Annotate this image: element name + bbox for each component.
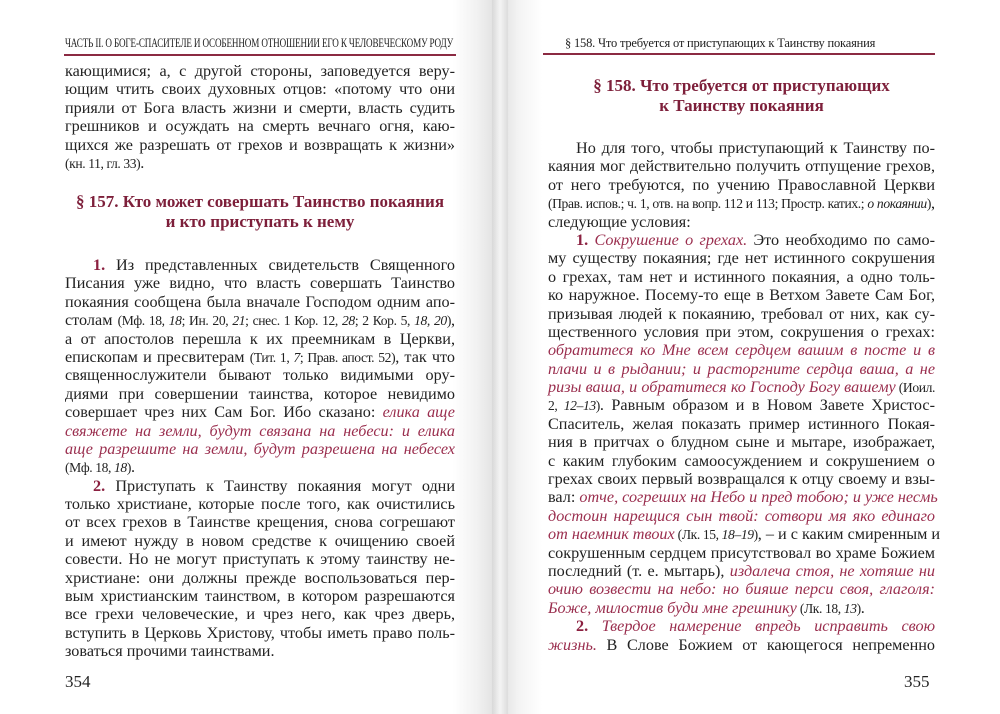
reference-citation: (Лк. 18, <box>796 600 844 616</box>
text-line <box>548 249 935 267</box>
text-line <box>548 213 935 231</box>
section-heading <box>548 76 935 116</box>
text-run: покаяния сообщена была вначале Господом одним апо- <box>65 292 455 311</box>
page-number: 354 <box>65 672 91 691</box>
scripture-quote: от наемник твоих <box>548 525 675 544</box>
item-number: 1. <box>93 256 117 274</box>
text-run: ко наружное. Посему-то еще в Ветхом Завете Сам Бог, <box>548 286 935 305</box>
text-run: вступить в Церковь Христову, чтобы иметь право поль- <box>65 623 455 642</box>
scripture-quote: Твердое намерение впредь исправить свою <box>601 617 936 636</box>
text-run: Спаситель, желая показать пример истинного Покая- <box>548 414 935 433</box>
text-run: . <box>140 153 145 172</box>
text-line <box>548 268 935 286</box>
reference-citation: ) <box>856 600 861 616</box>
reference-citation: ) <box>753 527 758 543</box>
item-number: 2. <box>576 617 602 636</box>
text-run: от всех грехов в Таинстве крещения, снова согрешают <box>65 513 455 532</box>
text-line <box>548 139 935 157</box>
text-line <box>65 569 455 587</box>
text-run: , – и с каким смиренным и <box>757 525 941 544</box>
scripture-quote: Сокрушение о грехах. <box>594 230 748 249</box>
text-run: Но для того, чтобы приступающий к Таинству по- <box>576 139 935 157</box>
text-line <box>548 341 935 359</box>
text-line <box>65 311 455 329</box>
scripture-quote: издалеча стоя, не хотяше ни <box>729 561 935 580</box>
text-line <box>548 286 935 304</box>
text-line <box>548 415 935 433</box>
text-block <box>548 139 941 654</box>
text-run: диями при совершении таинства, которое невидимо <box>65 384 455 403</box>
section-heading-line: § 158. Что требуется от приступающих <box>593 76 890 95</box>
text-run: щественного условия при этом, сокрушения о грехах: <box>548 322 935 341</box>
text-run: только христиане, которые после того, как очистились <box>65 495 455 514</box>
reference-citation: ) <box>595 398 600 414</box>
text-line <box>548 617 935 635</box>
text-line <box>548 507 935 525</box>
scripture-quote: очию возвести на небо: но бияше перси своя, глаголя: <box>548 580 935 599</box>
text-line <box>548 194 935 212</box>
reference-citation: 2, <box>548 398 564 414</box>
text-run: , <box>930 194 935 213</box>
text-run: , так что <box>395 347 456 366</box>
text-line <box>65 605 455 623</box>
text-line <box>548 176 935 194</box>
text-run: последний (т. е. мытарь), <box>548 561 730 580</box>
text-line <box>548 562 935 580</box>
text-line <box>548 433 935 451</box>
text-line <box>65 62 455 80</box>
reference-citation-italic: 18 <box>114 460 127 476</box>
text-run: следующие условия: <box>548 212 691 231</box>
text-line <box>65 274 455 292</box>
text-line <box>65 642 455 660</box>
text-line <box>65 403 455 421</box>
text-line <box>65 513 455 531</box>
section-heading-line: § 157. Кто может совершать Таинство покаяния <box>75 192 445 211</box>
reference-citation-italic: 18, 20 <box>414 313 447 329</box>
running-head: § 158. Что требуется от приступающих к Таинству покаяния <box>565 36 876 50</box>
text-run: прияли от Бога власть жизни и смерти, власть судить <box>65 98 455 117</box>
text-line <box>548 157 935 175</box>
running-head: ЧАСТЬ II. О БОГЕ-СПАСИТЕЛЕ И ОСОБЕННОМ ОТНОШЕНИИ ЕГО К ЧЕЛОВЕЧЕСКОМУ РОДУ <box>65 36 454 50</box>
text-run: . Равным образом и в Новом Завете Христос- <box>599 396 935 415</box>
reference-citation-italic: 21 <box>232 313 246 329</box>
reference-citation: ; снес. 1 Кор. 12, <box>245 313 343 329</box>
text-run: столам <box>65 311 118 330</box>
text-run: кающимися; а, с другой стороны, заповедуется веру- <box>65 62 455 80</box>
scripture-quote: достоин нарещися сын твой: сотвори мя яко единаго <box>548 506 935 525</box>
text-line <box>548 452 935 470</box>
text-line <box>548 231 935 249</box>
reference-citation: ; 2 Кор. 5, <box>354 313 415 329</box>
text-line <box>65 458 455 476</box>
paragraph <box>548 230 941 617</box>
text-line <box>65 477 455 495</box>
reference-citation: ) <box>926 196 931 212</box>
text-block <box>65 62 455 172</box>
reference-citation-italic: о покаянии <box>867 196 927 212</box>
paragraph <box>65 256 455 477</box>
text-line <box>65 385 455 403</box>
reference-citation: ) <box>446 313 451 329</box>
reference-citation: (Лк. 15, <box>674 527 722 543</box>
text-line <box>65 624 455 642</box>
text-line <box>65 256 455 274</box>
paragraph <box>548 139 935 231</box>
text-line <box>65 532 455 550</box>
reference-citation-italic: 28 <box>342 313 355 329</box>
text-run: а от апостолов перешла к их преемникам в Церкви, <box>65 329 455 348</box>
scripture-quote: плачи и в рыдании; и расторгните сердца ваша, а не <box>548 359 935 378</box>
text-run: сокрушенным сердцем присутствовал во храме Божием <box>548 543 935 562</box>
section-heading-line: к Таинству покаяния <box>659 96 824 115</box>
section-heading-line: и кто приступать к нему <box>165 212 355 231</box>
right-page <box>508 0 1000 714</box>
text-run: грехах своих первый возвращался к отцу своему и взы- <box>548 470 935 489</box>
text-run: ния в притчах о блудном сыне и мытаре, изображает, <box>548 433 935 452</box>
paragraph <box>65 62 455 172</box>
text-run: зоваться прочими таинствами. <box>65 642 275 661</box>
reference-citation: ; Прав. апост. 52) <box>299 349 396 365</box>
text-line <box>548 323 935 341</box>
text-run: вым христианским таинством, в котором разрешаются <box>65 587 455 606</box>
text-line <box>65 117 455 135</box>
reference-citation: (кн. 11, гл. 33) <box>65 155 141 171</box>
paragraph <box>65 477 455 661</box>
text-line <box>65 422 455 440</box>
text-run: . <box>130 458 135 477</box>
text-line <box>548 525 941 544</box>
reference-citation: ; Ин. 20, <box>181 313 233 329</box>
text-line <box>65 348 455 366</box>
section-heading <box>65 192 455 232</box>
text-line <box>65 154 455 172</box>
text-line <box>548 378 935 396</box>
text-line <box>65 136 455 154</box>
text-run: Из представленных свидетельств Священного <box>116 256 455 274</box>
text-run: , <box>450 311 456 330</box>
text-run: призывая людей к покаянию, требовал от них, как су- <box>548 304 935 323</box>
text-line <box>65 366 455 384</box>
text-line <box>548 470 935 488</box>
page-number: 355 <box>904 672 930 691</box>
text-line <box>65 587 455 605</box>
text-line <box>548 360 935 378</box>
text-run: Писания уже видно, что власть совершать Таинство <box>65 274 455 293</box>
text-line <box>548 599 935 617</box>
header-rule <box>64 54 456 56</box>
text-line <box>65 99 455 117</box>
text-run: все грехи человеческие, и чрез него, как чрез дверь, <box>65 605 455 624</box>
text-run: о грехах, там нет и истинного покаяния, а одно толь- <box>548 267 935 286</box>
text-line <box>548 544 935 562</box>
header-rule <box>543 53 935 55</box>
scripture-quote: елика аще <box>382 403 455 422</box>
scripture-quote: ризы ваша, и обратитеся ко Господу Богу вашему <box>548 378 896 397</box>
reference-citation-italic: 18 <box>168 313 182 329</box>
text-run: . <box>860 598 865 617</box>
text-run: грешников и осуждать на смерть вечнаго огня, каю- <box>65 117 455 136</box>
reference-citation: (Иоил. <box>895 380 935 396</box>
text-run: Это необходимо по само- <box>747 230 936 249</box>
scripture-quote: отче, согреших на Небо и пред тобою; и уже несмь <box>579 488 938 507</box>
text-run: от него требуются, по учению Православной Церкви <box>548 175 935 194</box>
text-run: епископам и пресвитерам <box>65 347 250 366</box>
text-line <box>65 550 455 568</box>
text-run: священнослужители бывают только видимыми ору- <box>65 366 455 385</box>
reference-citation-italic: 7 <box>293 349 300 365</box>
text-line <box>548 636 935 654</box>
text-run: Приступать к Таинству покаяния могут одни <box>115 476 456 495</box>
item-number: 2. <box>93 476 116 495</box>
scripture-quote: свяжете на земли, будут связана на небеси: и елика <box>65 421 455 440</box>
text-run: совести. Но не могут приступать к этому таинству не- <box>65 550 455 569</box>
reference-citation: (Мф. 18, <box>65 460 115 476</box>
scripture-quote: Боже, милостив буди мне грешнику <box>548 598 797 617</box>
text-run: с каким глубоким самоосуждением и сокрушением о <box>548 451 935 470</box>
text-line <box>548 580 935 598</box>
text-run: каяния мог действительно получить отпущение грехов, <box>548 157 935 176</box>
scripture-quote: жизнь. <box>548 635 597 654</box>
scripture-quote: аще разрешите на земли, будут разрешена на небесех <box>65 439 455 458</box>
reference-citation: (Прав. испов.; ч. 1, отв. на вопр. 112 и 113; Простр. катих.; <box>548 196 868 212</box>
reference-citation: (Тит. 1, <box>249 349 294 365</box>
text-run: и имеют нужду в новом средстве к очищению своей <box>65 531 455 550</box>
text-line <box>548 488 938 507</box>
text-run: В Слове Божием от кающегося непременно <box>596 635 935 654</box>
reference-citation-italic: 18–19 <box>721 527 754 543</box>
text-line <box>65 80 455 98</box>
text-run: христиане: они должны прежде воспользоваться пер- <box>65 568 455 587</box>
text-line <box>65 440 455 458</box>
text-block <box>65 256 455 661</box>
reference-citation: (Мф. 18, <box>117 313 169 329</box>
text-line <box>65 330 455 348</box>
item-number: 1. <box>576 230 595 249</box>
text-line <box>65 293 455 311</box>
text-run: ющим чтить своих духовных отцов: «потому что они <box>65 80 455 99</box>
text-run: совершает чрез них Сам Бог. Ибо сказано: <box>65 403 383 422</box>
text-line <box>65 495 455 513</box>
text-line <box>548 305 935 323</box>
scripture-quote: обратитеся ко Мне всем сердцем вашим в посте и в <box>548 341 935 360</box>
reference-citation: ) <box>126 460 131 476</box>
reference-citation-italic: 12–13 <box>563 398 596 414</box>
reference-citation-italic: 13 <box>843 600 857 616</box>
paragraph <box>548 617 935 654</box>
book-gutter <box>492 0 508 714</box>
text-line <box>548 396 935 414</box>
text-run: му существу покаяния; где нет истинного сокрушения <box>548 249 935 268</box>
left-page <box>0 0 492 714</box>
text-run: вал: <box>548 488 580 507</box>
text-run: щихся же разрешать от грехов и возвращать к жизни» <box>65 135 455 154</box>
